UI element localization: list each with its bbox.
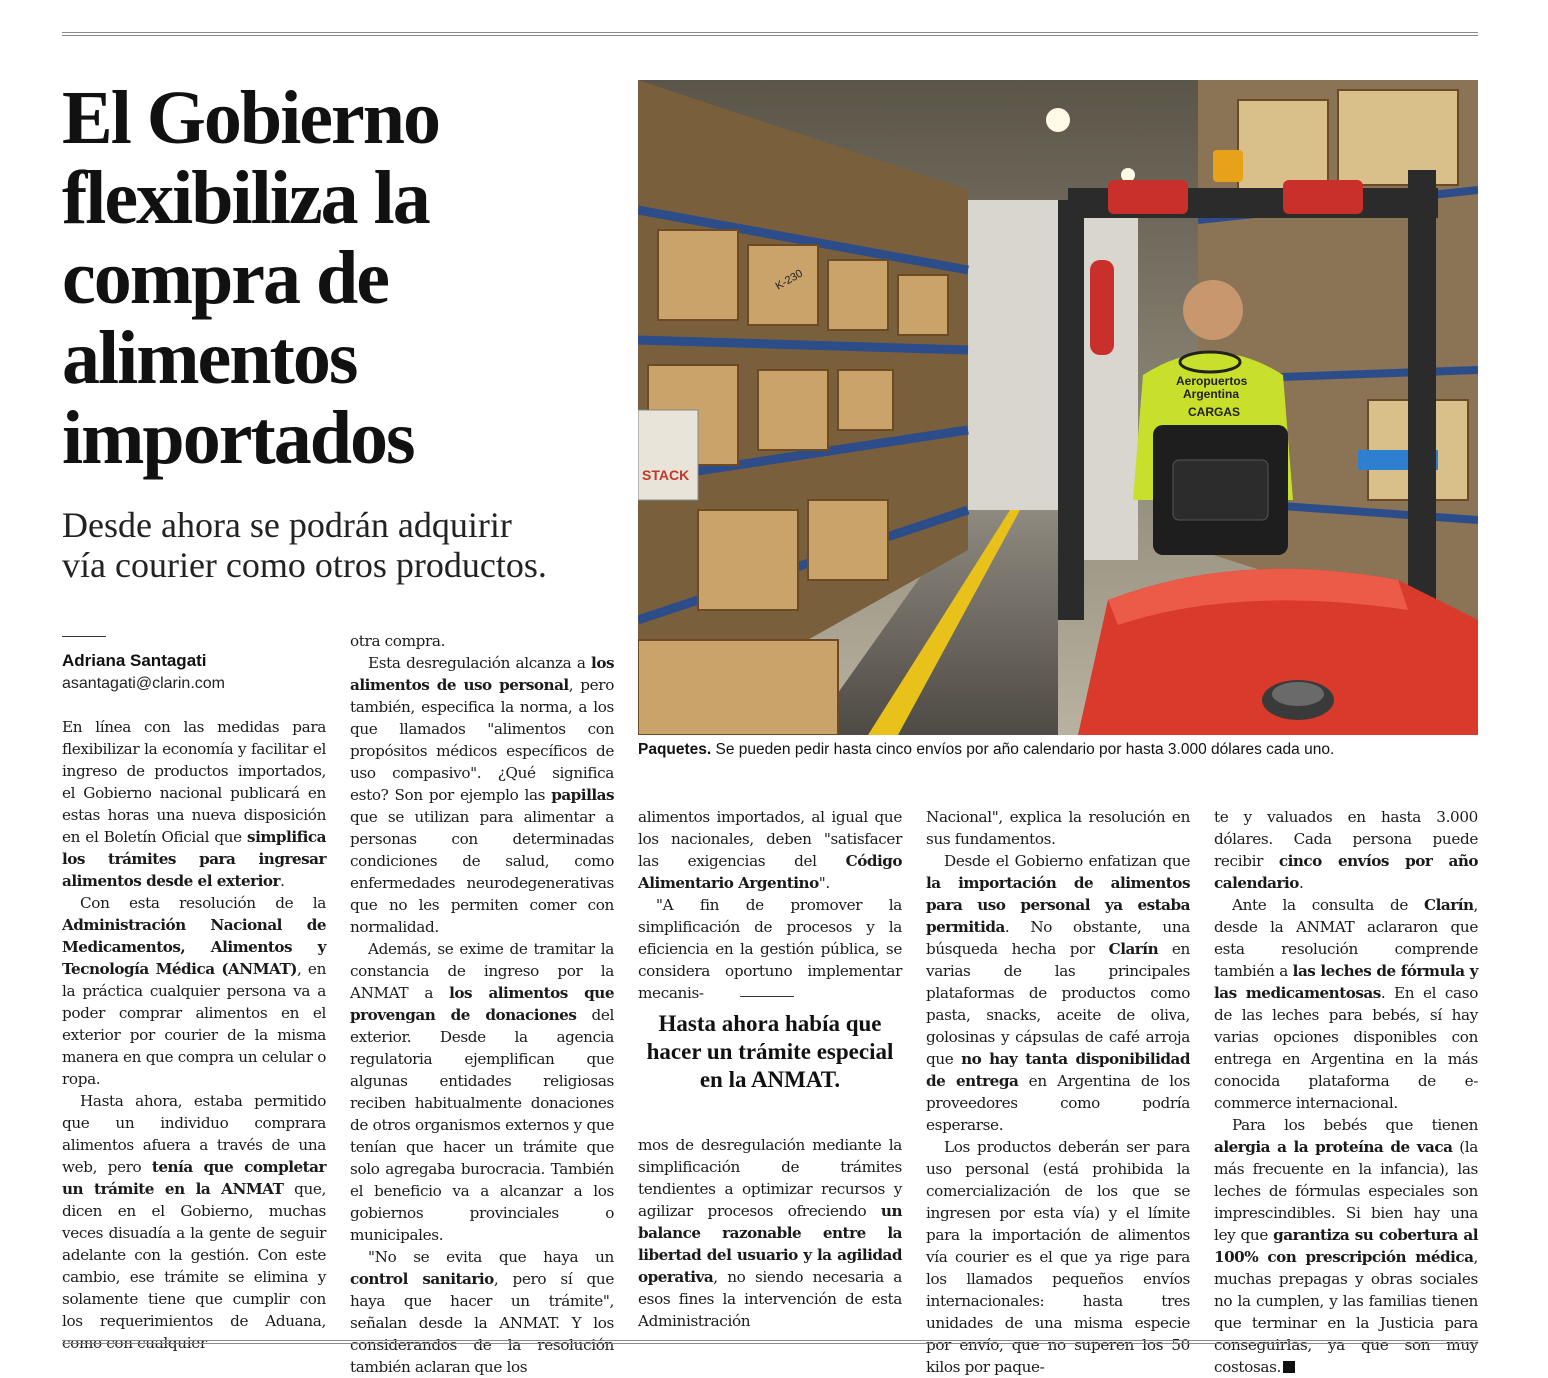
text: , pero sí que haya que hacer un trámite", señalan desde la ANMAT. Y los considerandos de la resolución también aclaran que los — [350, 1270, 614, 1376]
bold-text: los alimentos de uso personal — [350, 654, 614, 694]
bold-text: papillas — [551, 786, 614, 804]
text: , pero también, especifica la norma, a los que llamados "alimentos con propósitos médicos específicos de uso compasivo". ¿Qué significa esto? Son por ejemplo las — [350, 676, 614, 804]
bold-text: Clarín — [1108, 940, 1159, 958]
text: Además, se exime de tramitar la constancia de ingreso por la ANMAT a — [350, 940, 614, 1002]
bold-text: no hay tanta disponibilidad de entrega — [926, 1050, 1190, 1090]
vest-line-3: CARGAS — [1188, 405, 1241, 419]
body-column-5 — [1214, 806, 1478, 1378]
headline-line: alimentos — [62, 316, 357, 400]
text: alimentos importados, al igual que los nacionales, deben "satisfacer las exigencias del — [638, 808, 902, 870]
text: (la más frecuente en la infancia), las leches de fórmulas especiales son imprescindibles. Si bien hay una ley que — [1214, 1138, 1479, 1244]
paragraph — [62, 1090, 326, 1354]
paragraph — [62, 716, 326, 892]
text: Para los bebés que tienen — [1232, 1116, 1478, 1134]
text: , muchas prepagas y obras sociales no la cumplen, y las familias tienen que terminar en la Justicia para conseguirlas, ya que son muy costosas. — [1214, 1248, 1478, 1376]
body-column-4 — [926, 806, 1190, 1378]
body-column-3-top — [638, 806, 902, 1004]
bold-text: simplifica los trámites para ingresar alimentos desde el exterior — [62, 828, 326, 890]
paragraph: otra compra. — [350, 632, 446, 650]
text: En línea con las medidas para flexibilizar la economía y facilitar el ingreso de productos importados, el Gobierno nacional publicará en estas horas una nueva disposición en el Boletín Oficial que — [62, 718, 326, 846]
text: que se utilizan para alimentar a personas con determinadas condiciones de salud, como enfermedades neurodegenerativas que no les permiten comer con normalidad. — [350, 808, 614, 936]
caption-label: Paquetes. — [638, 741, 712, 758]
paragraph — [350, 938, 614, 1246]
text: te y valuados en hasta 3.000 dólares. Cada persona puede recibir — [1214, 808, 1478, 870]
paragraph — [350, 652, 614, 938]
vest-line-2: Argentina — [1183, 387, 1240, 401]
paragraph — [926, 850, 1190, 1136]
deck-line: Desde ahora se podrán adquirir — [62, 505, 512, 545]
text: "No se evita que haya un — [368, 1248, 614, 1266]
bold-text: alergia a la proteína de vaca — [1214, 1138, 1453, 1156]
pull-quote-rule — [740, 996, 794, 997]
headline-line: flexibiliza la — [62, 156, 429, 240]
text: , no siendo necesaria a esos fines la intervención de esta Administración — [638, 1268, 902, 1330]
text: Ante la consulta de — [1232, 896, 1424, 914]
text: Con esta resolución de la — [80, 894, 326, 912]
text: Desde el Gobierno enfatizan que — [944, 852, 1190, 870]
author-email[interactable]: asantagati@clarin.com — [62, 675, 225, 692]
paragraph: Los productos deberán ser para uso personal (está prohibida la comercialización de los que se ingresen por esta vía) y el límite para la importación de alimentos vía courier es el que ya rige para los llamados pequeños envíos internacionales: hasta tres unidades de una misma especie por envío, que no superen los 50 kilos por paque- — [926, 1138, 1190, 1376]
paragraph: Nacional", explica la resolución en sus fundamentos. — [926, 808, 1190, 848]
text: en Argentina de los proveedores como podría esperarse. — [926, 1072, 1190, 1134]
text: . — [1298, 874, 1304, 892]
text: que, dicen en el Gobierno, muchas veces disuadía a la gente de seguir adelante con la gestión. Con este cambio, ese trámite se elimina y solamente tiene que cumplir con los requerimientos de Aduana, como con cualquier — [62, 1180, 326, 1352]
bold-text: las leches de fórmula y las medicamentosas — [1214, 962, 1478, 1002]
paragraph — [350, 1246, 614, 1378]
warehouse-photo — [638, 80, 1478, 735]
bold-text: cinco envíos por año calendario — [1214, 852, 1479, 892]
headline-line: El Gobierno — [62, 76, 440, 160]
vest-line-1: Aeropuertos — [1176, 374, 1248, 388]
bold-text: la importación de alimentos para uso personal ya estaba permitida — [926, 874, 1190, 936]
text: . No obstante, una búsqueda hecha por — [926, 918, 1190, 958]
paragraph — [1214, 806, 1478, 894]
bold-text: garantiza su cobertura al 100% con prescripción médica — [1214, 1226, 1478, 1266]
paragraph — [638, 1134, 902, 1332]
byline-rule — [62, 636, 106, 637]
author-name: Adriana Santagati — [62, 651, 207, 670]
text: . — [280, 872, 285, 890]
text: en varias de las principales plataformas de productos como pasta, snacks, aceite de oliva, golosinas y cápsulas de café arroja que — [926, 940, 1190, 1068]
top-rule — [62, 32, 1478, 36]
paragraph — [1214, 894, 1478, 1114]
bold-text: un balance razonable entre la libertad del usuario y la agilidad operativa — [638, 1202, 902, 1286]
text: . En el caso de las leches para bebés, sí hay varias opciones disponibles con entrega en Argentina en la más conocida plataforma de e-commerce internacional. — [1214, 984, 1478, 1112]
body-column-2 — [350, 630, 614, 1378]
stack-label: STACK — [642, 467, 690, 483]
body-column-3-bottom — [638, 1134, 902, 1332]
photo-caption — [638, 740, 1478, 760]
bold-text: Administración Nacional de Medicamentos, Alimentos y Tecnología Médica (ANMAT) — [62, 916, 326, 978]
deck — [62, 505, 622, 585]
bold-text: Código Alimentario Argentino — [638, 852, 902, 892]
bold-text: Clarín — [1424, 896, 1474, 914]
text: Esta desregulación alcanza a — [368, 654, 592, 672]
headline-line: compra de — [62, 236, 389, 320]
text: ". — [818, 874, 830, 892]
body-column-1 — [62, 716, 326, 1354]
headline-line: importados — [62, 396, 414, 480]
text: , desde la ANMAT aclararon que esta resolución comprende también a — [1214, 896, 1478, 980]
text: del exterior. Desde la agencia regulatoria ejemplifican que algunas entidades religiosas reciben habitualmente donaciones de otros organismos externos y que tenían que hacer un trámite que solo agregaba burocracia. También el beneficio va a alcanzar a los gobiernos provinciales o municipales. — [350, 1006, 614, 1244]
paragraph: "A fin de promover la simplificación de procesos y la eficiencia en la gestión pública, se considera oportuno implementar mecanis- — [638, 896, 902, 1002]
headline — [62, 78, 622, 478]
bold-text: control sanitario — [350, 1270, 494, 1288]
bottom-rule — [62, 1340, 1478, 1344]
end-mark — [1283, 1361, 1295, 1373]
paragraph — [638, 806, 902, 894]
text: Hasta ahora, estaba permitido que un individuo comprara alimentos afuera a través de una web, pero — [62, 1092, 326, 1176]
rack-tag: K-230 — [773, 267, 805, 293]
pull-quote: Hasta ahora había que hacer un trámite especial en la ANMAT. — [646, 1011, 894, 1092]
bold-text: tenía que completar un trámite en la ANMAT — [62, 1158, 326, 1198]
bold-text: los alimentos que provengan de donaciones — [350, 984, 614, 1024]
text: , en la práctica cualquier persona va a poder comprar alimentos en el exterior por courier de la misma manera en que compra un celular o ropa. — [62, 960, 326, 1088]
paragraph — [62, 892, 326, 1090]
paragraph — [1214, 1114, 1478, 1378]
deck-line: vía courier como otros productos. — [62, 545, 547, 585]
caption-text: Se pueden pedir hasta cinco envíos por año calendario por hasta 3.000 dólares cada uno. — [711, 741, 1335, 758]
text: mos de desregulación mediante la simplificación de trámites tendientes a optimizar recursos y agilizar procesos ofreciendo — [638, 1136, 902, 1220]
